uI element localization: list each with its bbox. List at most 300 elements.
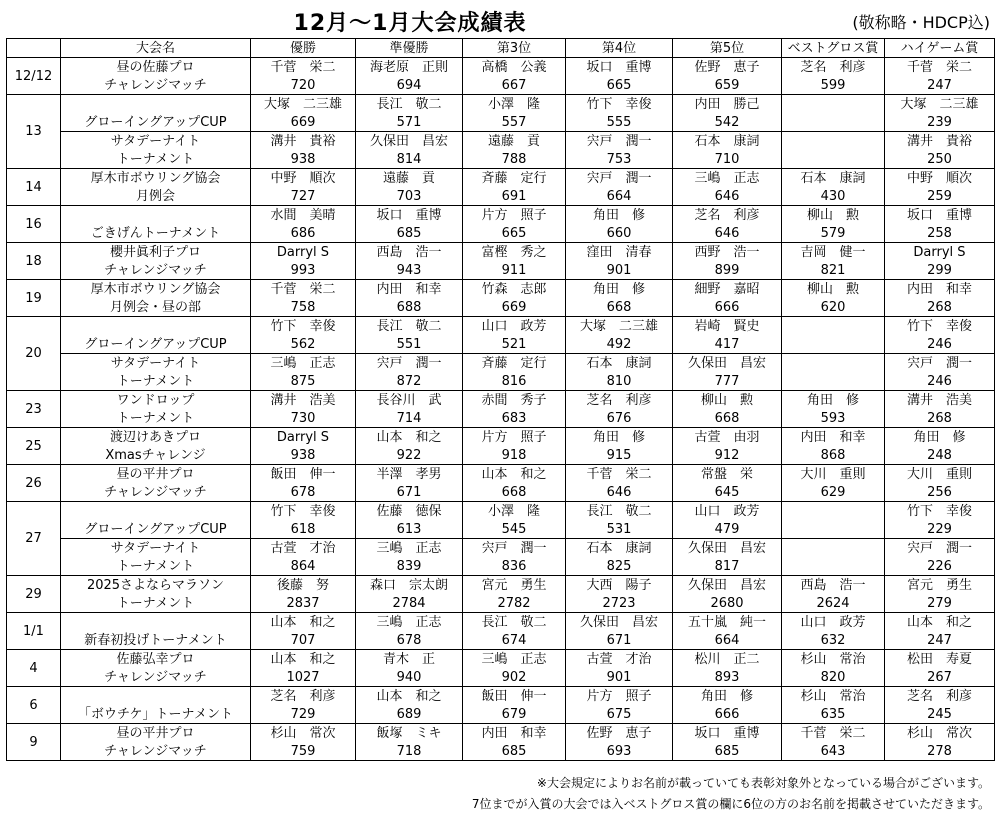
player-score: 864 [251, 557, 356, 576]
header-row [7, 39, 995, 58]
player-name: 小澤 隆 [463, 95, 566, 114]
player-score [782, 150, 885, 169]
player-name: 五十嵐 純一 [673, 613, 782, 632]
table-row [7, 687, 995, 706]
event-date: 9 [7, 724, 61, 761]
player-name: 長谷川 武 [356, 391, 463, 410]
player-score: 579 [782, 224, 885, 243]
event-date: 14 [7, 169, 61, 206]
event-name-line2: Xmasチャレンジ [61, 446, 251, 465]
player-score: 821 [782, 261, 885, 280]
player-name [782, 95, 885, 114]
player-score: 730 [251, 409, 356, 428]
player-score: 671 [356, 483, 463, 502]
player-score: 918 [463, 446, 566, 465]
player-score: 714 [356, 409, 463, 428]
player-score: 666 [673, 298, 782, 317]
player-name: 山本 和之 [251, 613, 356, 632]
player-score: 246 [885, 335, 995, 354]
player-score: 545 [463, 520, 566, 539]
event-date: 18 [7, 243, 61, 280]
player-score: 703 [356, 187, 463, 206]
player-score: 676 [566, 409, 673, 428]
player-name: 山本 和之 [885, 613, 995, 632]
player-name: 宍戸 潤一 [566, 169, 673, 188]
player-name: Darryl S [251, 243, 356, 262]
player-score: 226 [885, 557, 995, 576]
player-score: 685 [673, 742, 782, 761]
column-header [7, 39, 61, 58]
player-score: 248 [885, 446, 995, 465]
player-score: 645 [673, 483, 782, 502]
player-score: 693 [566, 742, 673, 761]
player-name: 千菅 栄二 [885, 58, 995, 77]
event-name-line2: 「ボウチケ」トーナメント [61, 705, 251, 724]
table-row [7, 298, 995, 317]
player-score: 901 [566, 668, 673, 687]
player-score: 777 [673, 372, 782, 391]
player-name: 山本 和之 [463, 465, 566, 484]
table-row [7, 317, 995, 336]
player-name: 柳山 勲 [782, 280, 885, 299]
player-name: 岩崎 賢史 [673, 317, 782, 336]
player-score: 531 [566, 520, 673, 539]
player-name: 小澤 隆 [463, 502, 566, 521]
results-table [6, 38, 995, 761]
event-date: 29 [7, 576, 61, 613]
player-score: 679 [463, 705, 566, 724]
table-row [7, 169, 995, 188]
player-score: 943 [356, 261, 463, 280]
player-score: 268 [885, 409, 995, 428]
player-score: 872 [356, 372, 463, 391]
player-score [782, 520, 885, 539]
player-score: 417 [673, 335, 782, 354]
player-score: 245 [885, 705, 995, 724]
player-name: 柳山 勲 [782, 206, 885, 225]
event-name-line2: チャレンジマッチ [61, 261, 251, 280]
player-score: 479 [673, 520, 782, 539]
player-score: 674 [463, 631, 566, 650]
player-name: 大塚 二三雄 [885, 95, 995, 114]
player-name: 坂口 重博 [356, 206, 463, 225]
player-name: 千菅 栄二 [251, 58, 356, 77]
player-name: 芝名 利彦 [673, 206, 782, 225]
player-score: 593 [782, 409, 885, 428]
player-name: 石本 康詞 [782, 169, 885, 188]
player-name: 長江 敬二 [356, 317, 463, 336]
player-score: 258 [885, 224, 995, 243]
event-name-line1 [61, 613, 251, 632]
player-name: 半澤 孝男 [356, 465, 463, 484]
player-score: 825 [566, 557, 673, 576]
event-date: 12/12 [7, 58, 61, 95]
player-name: 石本 康詞 [566, 539, 673, 558]
player-score: 247 [885, 631, 995, 650]
table-row [7, 446, 995, 465]
player-name: 杉山 常次 [251, 724, 356, 743]
player-name: 角田 修 [566, 206, 673, 225]
player-name: 大川 重則 [782, 465, 885, 484]
player-score: 940 [356, 668, 463, 687]
table-row [7, 187, 995, 206]
player-score: 571 [356, 113, 463, 132]
event-name-line1: 佐藤弘幸プロ [61, 650, 251, 669]
player-name: 宮元 勇生 [885, 576, 995, 595]
player-score: 675 [566, 705, 673, 724]
player-score: 635 [782, 705, 885, 724]
player-name: 角田 修 [885, 428, 995, 447]
player-score: 902 [463, 668, 566, 687]
player-name: 佐藤 徳保 [356, 502, 463, 521]
player-name: 長江 敬二 [566, 502, 673, 521]
player-name: 角田 修 [782, 391, 885, 410]
event-name-line2: 月例会・昼の部 [61, 298, 251, 317]
player-score: 2837 [251, 594, 356, 613]
event-date: 13 [7, 95, 61, 169]
player-score: 922 [356, 446, 463, 465]
player-name: 古萱 由羽 [673, 428, 782, 447]
player-score: 542 [673, 113, 782, 132]
player-name: 宍戸 潤一 [463, 539, 566, 558]
player-name: 三嶋 正志 [356, 539, 463, 558]
player-score: 727 [251, 187, 356, 206]
table-row [7, 132, 995, 151]
player-name: 高橋 公義 [463, 58, 566, 77]
player-score: 911 [463, 261, 566, 280]
table-row [7, 705, 995, 724]
player-name: 中野 順次 [885, 169, 995, 188]
event-name-line2: 月例会 [61, 187, 251, 206]
player-score: 720 [251, 76, 356, 95]
table-row [7, 335, 995, 354]
player-score: 788 [463, 150, 566, 169]
player-name: 芝名 利彦 [782, 58, 885, 77]
player-name: 竹下 幸俊 [251, 317, 356, 336]
player-score: 667 [463, 76, 566, 95]
table-row [7, 502, 995, 521]
player-score: 820 [782, 668, 885, 687]
player-score: 562 [251, 335, 356, 354]
player-score [782, 372, 885, 391]
player-score: 685 [356, 224, 463, 243]
event-name-line1 [61, 502, 251, 521]
player-name: 長江 敬二 [463, 613, 566, 632]
player-name: 杉山 常次 [885, 724, 995, 743]
player-score: 2680 [673, 594, 782, 613]
player-name: 溝井 貴裕 [251, 132, 356, 151]
player-score: 665 [463, 224, 566, 243]
player-name: 久保田 昌宏 [673, 539, 782, 558]
player-score: 551 [356, 335, 463, 354]
player-score: 555 [566, 113, 673, 132]
player-name: 吉岡 健一 [782, 243, 885, 262]
table-row [7, 391, 995, 410]
player-name: 飯田 伸一 [251, 465, 356, 484]
player-score: 268 [885, 298, 995, 317]
player-name: 柳山 勲 [673, 391, 782, 410]
player-score: 267 [885, 668, 995, 687]
table-row [7, 243, 995, 262]
player-name: 山口 政芳 [463, 317, 566, 336]
player-name: 佐野 恵子 [673, 58, 782, 77]
player-name: 千菅 栄二 [566, 465, 673, 484]
table-row [7, 594, 995, 613]
player-name: 大塚 二三雄 [251, 95, 356, 114]
event-date: 26 [7, 465, 61, 502]
player-score: 993 [251, 261, 356, 280]
player-score: 875 [251, 372, 356, 391]
player-score: 247 [885, 76, 995, 95]
player-name: 飯田 伸一 [463, 687, 566, 706]
player-score: 938 [251, 446, 356, 465]
player-score: 668 [566, 298, 673, 317]
table-row [7, 724, 995, 743]
column-header: ハイゲーム賞 [885, 39, 995, 58]
column-header: 第3位 [463, 39, 566, 58]
event-name-line2: チャレンジマッチ [61, 76, 251, 95]
table-row [7, 409, 995, 428]
event-name-line2: グローイングアップCUP [61, 113, 251, 132]
player-name: 森口 宗太朗 [356, 576, 463, 595]
player-name: 赤間 秀子 [463, 391, 566, 410]
player-name [782, 317, 885, 336]
table-row [7, 206, 995, 225]
player-score: 901 [566, 261, 673, 280]
player-score: 646 [673, 187, 782, 206]
player-name: 窪田 清春 [566, 243, 673, 262]
player-score: 671 [566, 631, 673, 650]
player-name: 内田 和幸 [356, 280, 463, 299]
player-score: 2782 [463, 594, 566, 613]
player-score: 839 [356, 557, 463, 576]
player-score: 664 [566, 187, 673, 206]
player-name: 杉山 常治 [782, 650, 885, 669]
event-date: 4 [7, 650, 61, 687]
event-name-line1 [61, 206, 251, 225]
player-name: 山口 政芳 [673, 502, 782, 521]
player-name [782, 132, 885, 151]
table-row [7, 372, 995, 391]
table-row [7, 58, 995, 77]
table-row [7, 650, 995, 669]
column-header: 大会名 [61, 39, 251, 58]
event-name-line1 [61, 95, 251, 114]
player-score [782, 113, 885, 132]
player-score: 646 [566, 483, 673, 502]
event-name-line2: 新春初投げトーナメント [61, 631, 251, 650]
event-name-line2: チャレンジマッチ [61, 483, 251, 502]
player-name: 後藤 努 [251, 576, 356, 595]
player-name: 竹森 志郎 [463, 280, 566, 299]
player-score: 632 [782, 631, 885, 650]
player-name: 長江 敬二 [356, 95, 463, 114]
player-name: 山本 和之 [356, 428, 463, 447]
player-score: 686 [251, 224, 356, 243]
player-score: 278 [885, 742, 995, 761]
column-header: 準優勝 [356, 39, 463, 58]
player-name [782, 502, 885, 521]
table-row [7, 113, 995, 132]
player-name: 久保田 昌宏 [673, 354, 782, 373]
player-score: 665 [566, 76, 673, 95]
player-score: 659 [673, 76, 782, 95]
player-score: 729 [251, 705, 356, 724]
player-score: 2723 [566, 594, 673, 613]
event-date: 23 [7, 391, 61, 428]
player-name: 古萱 才治 [566, 650, 673, 669]
player-name: 久保田 昌宏 [566, 613, 673, 632]
player-name: 松田 寿夏 [885, 650, 995, 669]
footnote-1: ※大会規定によりお名前が載っていても表彰対象外となっている場合がございます。 [536, 776, 990, 790]
table-row [7, 150, 995, 169]
player-name: 宍戸 潤一 [356, 354, 463, 373]
table-row [7, 742, 995, 761]
player-score: 868 [782, 446, 885, 465]
event-name-line2: トーナメント [61, 372, 251, 391]
table-row [7, 428, 995, 447]
player-score: 688 [356, 298, 463, 317]
event-date: 16 [7, 206, 61, 243]
player-name: 常盤 栄 [673, 465, 782, 484]
player-score [782, 557, 885, 576]
player-score: 620 [782, 298, 885, 317]
player-name: 坂口 重博 [566, 58, 673, 77]
event-name-line1 [61, 317, 251, 336]
player-name: 三嶋 正志 [356, 613, 463, 632]
player-score [782, 335, 885, 354]
table-row [7, 613, 995, 632]
player-name: 片方 照子 [566, 687, 673, 706]
player-score: 938 [251, 150, 356, 169]
player-name: 斉藤 定行 [463, 354, 566, 373]
player-score: 689 [356, 705, 463, 724]
player-score: 2784 [356, 594, 463, 613]
player-name: 青木 正 [356, 650, 463, 669]
event-name-line2: トーナメント [61, 150, 251, 169]
player-name: 内田 和幸 [782, 428, 885, 447]
player-name: 宍戸 潤一 [885, 354, 995, 373]
table-row [7, 539, 995, 558]
event-name-line1: サタデーナイト [61, 132, 251, 151]
player-name: 山本 和之 [251, 650, 356, 669]
player-score: 810 [566, 372, 673, 391]
player-name: 大西 陽子 [566, 576, 673, 595]
player-name: 山口 政芳 [782, 613, 885, 632]
player-score: 660 [566, 224, 673, 243]
table-row [7, 668, 995, 687]
player-score: 753 [566, 150, 673, 169]
player-name: 中野 順次 [251, 169, 356, 188]
player-name: 久保田 昌宏 [356, 132, 463, 151]
event-name-line1: 昼の佐藤プロ [61, 58, 251, 77]
player-score: 521 [463, 335, 566, 354]
player-score: 678 [356, 631, 463, 650]
event-name-line1: 厚木市ボウリング協会 [61, 169, 251, 188]
player-score: 613 [356, 520, 463, 539]
player-name: 宍戸 潤一 [885, 539, 995, 558]
player-score: 430 [782, 187, 885, 206]
player-name: 水間 美晴 [251, 206, 356, 225]
player-score: 814 [356, 150, 463, 169]
player-name: 竹下 幸俊 [885, 502, 995, 521]
player-name: 宮元 勇生 [463, 576, 566, 595]
player-name: 溝井 浩美 [251, 391, 356, 410]
player-name: 石本 康詞 [566, 354, 673, 373]
player-score: 246 [885, 372, 995, 391]
player-name: Darryl S [885, 243, 995, 262]
player-name: 坂口 重博 [885, 206, 995, 225]
table-row [7, 520, 995, 539]
event-name-line2: トーナメント [61, 557, 251, 576]
player-score: 816 [463, 372, 566, 391]
column-header: 第4位 [566, 39, 673, 58]
player-name: 富樫 秀之 [463, 243, 566, 262]
player-name: 佐野 恵子 [566, 724, 673, 743]
event-name-line2: チャレンジマッチ [61, 668, 251, 687]
event-name-line2: ごきげんトーナメント [61, 224, 251, 243]
table-row [7, 224, 995, 243]
player-name: 山本 和之 [356, 687, 463, 706]
player-name: 細野 嘉昭 [673, 280, 782, 299]
player-name: 竹下 幸俊 [566, 95, 673, 114]
player-score: 2624 [782, 594, 885, 613]
player-name: 片方 照子 [463, 428, 566, 447]
table-row [7, 631, 995, 650]
player-score: 758 [251, 298, 356, 317]
event-name-line2: グローイングアップCUP [61, 520, 251, 539]
player-name [782, 354, 885, 373]
player-score: 557 [463, 113, 566, 132]
event-date: 25 [7, 428, 61, 465]
player-name: 芝名 利彦 [251, 687, 356, 706]
player-name: 三嶋 正志 [251, 354, 356, 373]
player-name: 溝井 浩美 [885, 391, 995, 410]
player-name: 角田 修 [566, 280, 673, 299]
player-score: 259 [885, 187, 995, 206]
player-score: 250 [885, 150, 995, 169]
player-name: 千菅 栄二 [782, 724, 885, 743]
player-name: 西島 浩一 [782, 576, 885, 595]
player-name: 内田 和幸 [885, 280, 995, 299]
player-name: 斉藤 定行 [463, 169, 566, 188]
table-row [7, 76, 995, 95]
player-name: 溝井 貴裕 [885, 132, 995, 151]
table-row [7, 95, 995, 114]
player-name: 竹下 幸俊 [251, 502, 356, 521]
event-date: 20 [7, 317, 61, 391]
player-score: 694 [356, 76, 463, 95]
event-name-line1: 渡辺けあきプロ [61, 428, 251, 447]
player-score: 912 [673, 446, 782, 465]
player-score: 759 [251, 742, 356, 761]
player-score: 683 [463, 409, 566, 428]
player-name: 芝名 利彦 [885, 687, 995, 706]
player-name: 石本 康詞 [673, 132, 782, 151]
player-score: 664 [673, 631, 782, 650]
player-name: 松川 正二 [673, 650, 782, 669]
player-score: 666 [673, 705, 782, 724]
player-score: 669 [463, 298, 566, 317]
player-name: 宍戸 潤一 [566, 132, 673, 151]
player-score: 646 [673, 224, 782, 243]
column-header: 優勝 [251, 39, 356, 58]
event-name-line1: サタデーナイト [61, 354, 251, 373]
event-name-line1: 2025さよならマラソン [61, 576, 251, 595]
player-name: 内田 勝己 [673, 95, 782, 114]
player-score: 817 [673, 557, 782, 576]
table-row [7, 354, 995, 373]
